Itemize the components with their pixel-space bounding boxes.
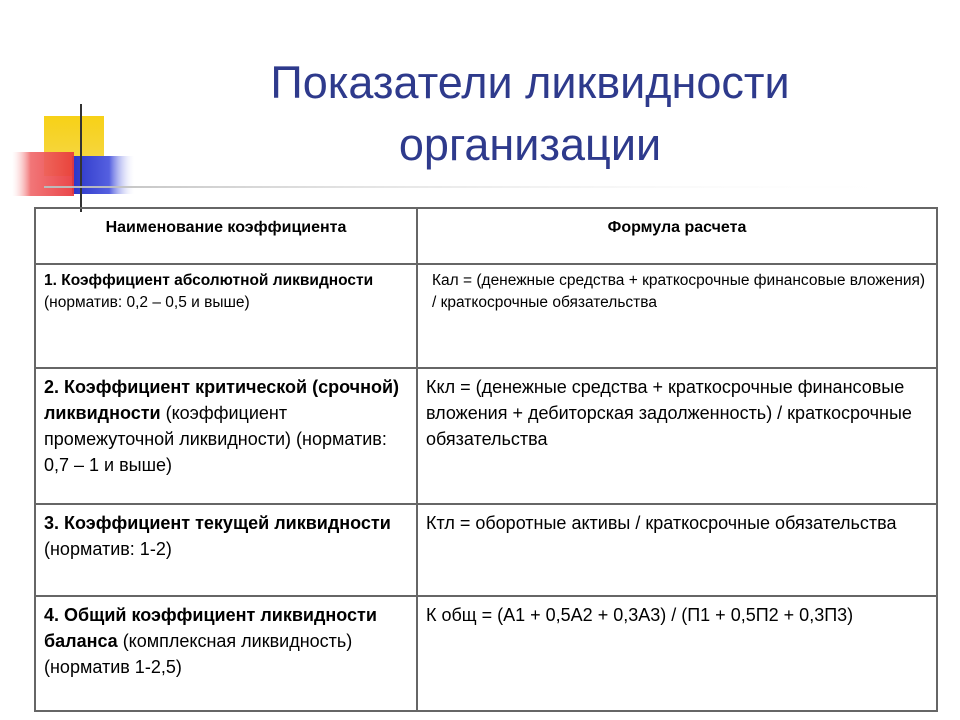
coefficient-name-note: (норматив: 0,2 – 0,5 и выше) [44, 294, 250, 311]
coefficient-name-note: (коэффициент промежуточной ликвидности) (норматив: 0,7 – 1 и выше) [44, 403, 387, 475]
coefficient-name-bold: 4. Общий коэффициент ликвидности баланса [44, 605, 377, 651]
table-header-row [35, 208, 937, 264]
coefficient-name-cell [35, 368, 417, 504]
coefficient-name-cell [35, 504, 417, 596]
table-row [35, 264, 937, 368]
formula-cell: Кал = (денежные средства + краткосрочные финансовые вложения) / краткосрочные обязательства [417, 264, 937, 368]
header-coefficient-name: Наименование коэффициента [35, 208, 417, 264]
coefficient-name-bold: 2. Коэффициент критической (срочной) ликвидности [44, 377, 400, 423]
page-title: Показатели ликвидности организации [270, 57, 790, 170]
formula-cell: Ккл = (денежные средства + краткосрочные финансовые вложения + дебиторская задолженность) / краткосрочные обязательства [417, 368, 937, 504]
deco-red-square [12, 152, 74, 196]
table-row [35, 596, 937, 711]
formula-cell: Ктл = оборотные активы / краткосрочные обязательства [417, 504, 937, 596]
liquidity-table-wrapper [34, 207, 936, 710]
table-row [35, 504, 937, 596]
formula-cell: К общ = (А1 + 0,5А2 + 0,3А3) / (П1 + 0,5П2 + 0,3П3) [417, 596, 937, 711]
coefficient-name-note: (комплексная ликвидность) (норматив 1-2,5) [44, 631, 353, 677]
coefficient-name-bold: 1. Коэффициент абсолютной ликвидности [44, 272, 374, 289]
liquidity-table [34, 207, 938, 712]
coefficient-name-bold: 3. Коэффициент текущей ликвидности [44, 513, 391, 533]
coefficient-name-cell [35, 264, 417, 368]
table-row [35, 368, 937, 504]
coefficient-name-note: (норматив: 1-2) [44, 539, 172, 559]
deco-horizontal-line [44, 186, 924, 188]
header-formula: Формула расчета [417, 208, 937, 264]
coefficient-name-cell [35, 596, 417, 711]
deco-vertical-line [80, 104, 82, 212]
